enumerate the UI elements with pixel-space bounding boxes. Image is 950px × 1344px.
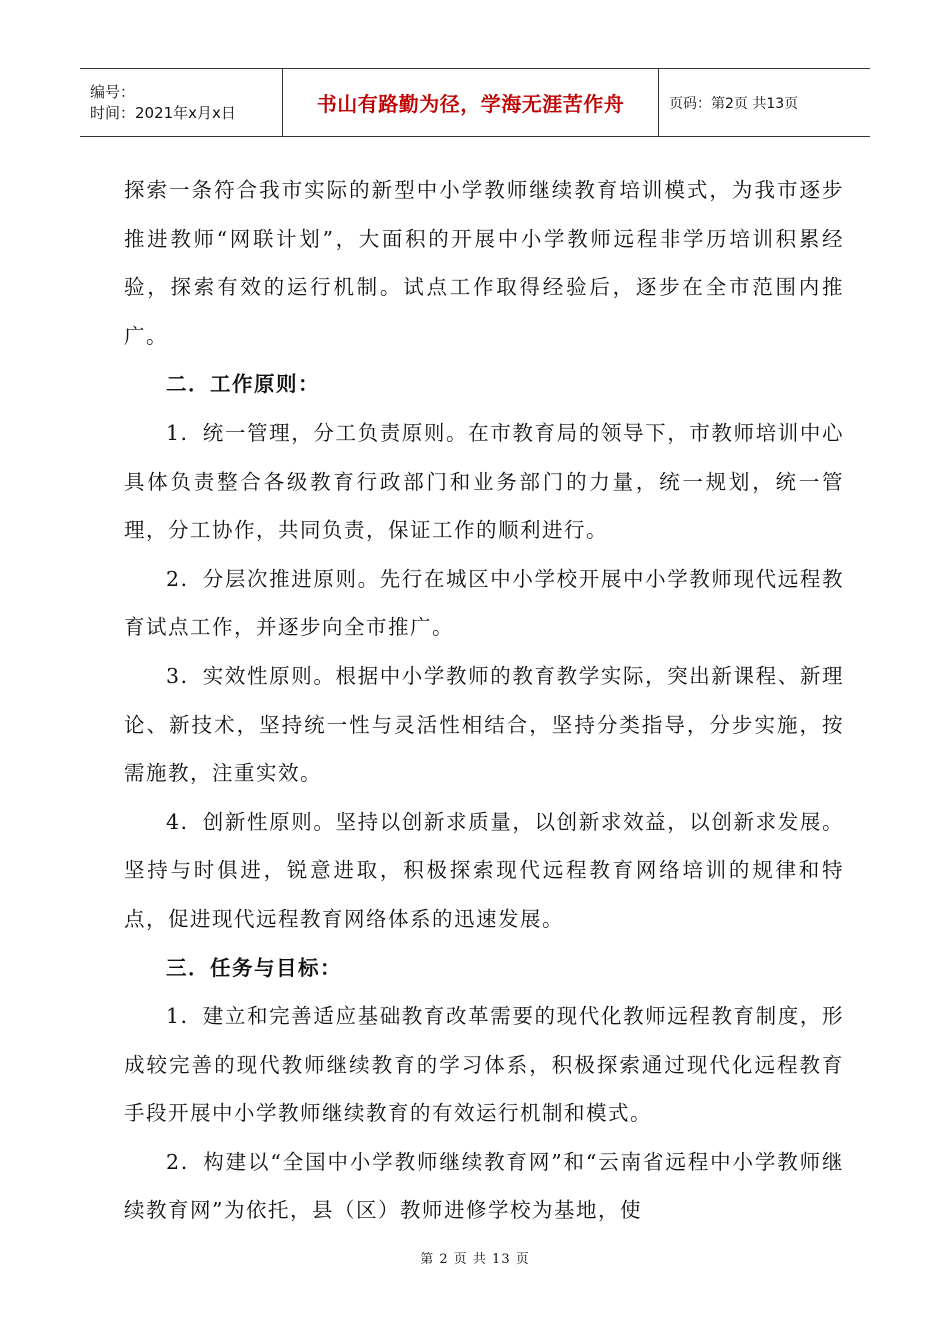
page-header <box>80 68 870 137</box>
page-footer: 第 2 页 共 13 页 <box>420 1252 530 1267</box>
section-heading-goals: 三．任务与目标： <box>166 955 342 980</box>
section-heading-principles: 二．工作原则： <box>166 372 320 397</box>
paragraph-principle-4: 4．创新性原则。坚持以创新求质量，以创新求效益，以创新求发展。坚持与时俱进，锐意进取，积极探索现代远程教育网络培训的规律和特点，促进现代远程教育网络体系的迅速发展。 <box>124 809 844 931</box>
header-page-info: 页码：第2页 共13页 <box>669 95 799 112</box>
header-meta <box>80 69 283 136</box>
paragraph-goal-1: 1．建立和完善适应基础教育改革需要的现代化教师远程教育制度，形成较完善的现代教师继续教育的学习体系，积极探索通过现代化远程教育手段开展中小学教师继续教育的有效运行机制和模式。 <box>124 1004 844 1126</box>
paragraph-principle-3: 3．实效性原则。根据中小学教师的教育教学实际，突出新课程、新理论、新技术，坚持统一性与灵活性相结合，坚持分类指导，分步实施，按需施教，注重实效。 <box>124 663 844 786</box>
paragraph-principle-2: 2．分层次推进原则。先行在城区中小学校开展中小学教师现代远程教育试点工作，并逐步向全市推广。 <box>124 566 844 640</box>
paragraph-1: 探索一条符合我市实际的新型中小学教师继续教育培训模式，为我市逐步推进教师“网联计划”，大面积的开展中小学教师远程非学历培训积累经验，探索有效的运行机制。试点工作取得经验后，逐步在全市范围内推广。 <box>124 178 844 348</box>
date-line: 时间：2021年x月x日 <box>90 103 236 122</box>
serial-number-label: 编号： <box>90 82 136 101</box>
document-body <box>124 166 844 1235</box>
paragraph-goal-2: 2．构建以“全国中小学教师继续教育网”和“云南省远程中小学教师继续教育网”为依托，县（区）教师进修学校为基地，使 <box>124 1149 844 1223</box>
paragraph-principle-1: 1．统一管理，分工负责原则。在市教育局的领导下，市教师培训中心具体负责整合各级教育行政部门和业务部门的力量，统一规划，统一管理，分工协作，共同负责，保证工作的顺利进行。 <box>124 420 844 543</box>
header-motto: 书山有路勤为径，学海无涯苦作舟 <box>283 69 659 136</box>
